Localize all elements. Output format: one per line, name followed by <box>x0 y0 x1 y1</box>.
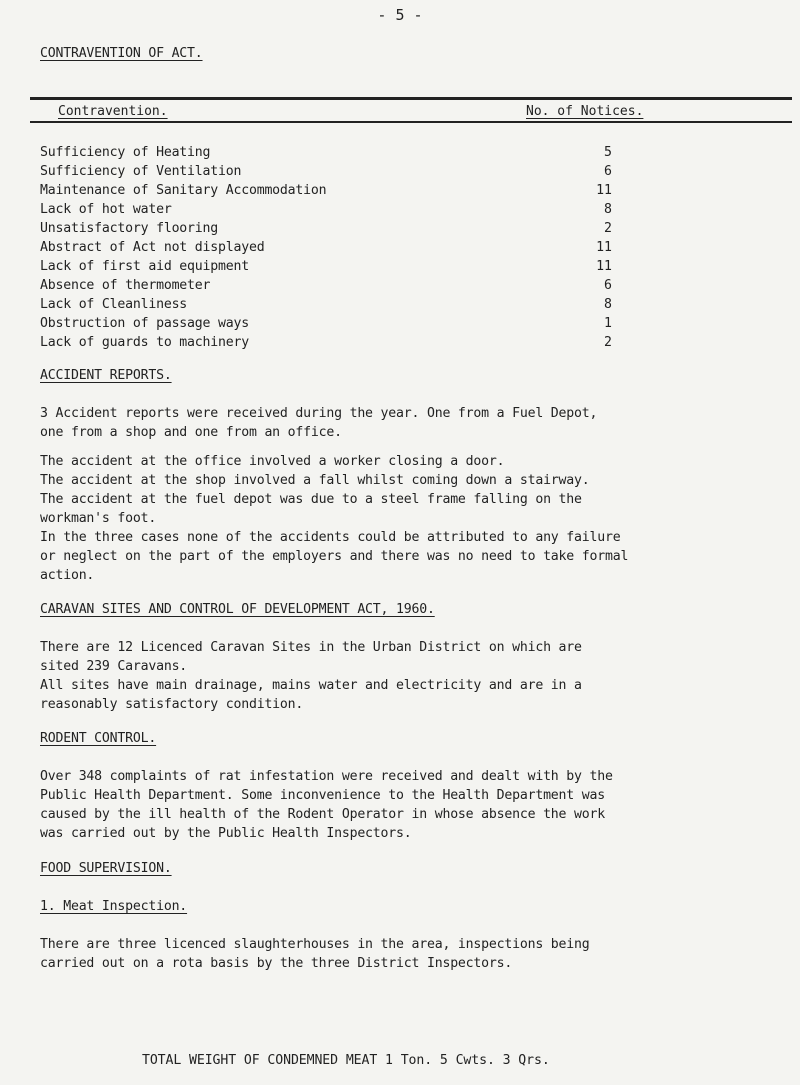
rodent-line: was carried out by the Public Health Inspectors. <box>40 826 412 841</box>
table-row-value: 1 <box>604 316 612 331</box>
table-top-rule <box>30 97 792 100</box>
table-row-value: 8 <box>604 297 612 312</box>
col-header-notices: No. of Notices. <box>526 104 644 119</box>
caravan-line: All sites have main drainage, mains water and electricity and are in a <box>40 678 582 693</box>
food-line: carried out on a rota basis by the three District Inspectors. <box>40 956 513 971</box>
accident-line: In the three cases none of the accidents could be attributed to any failure <box>40 530 621 545</box>
contravention-heading: CONTRAVENTION OF ACT. <box>40 46 203 61</box>
table-row-value: 6 <box>604 164 612 179</box>
rodent-line: caused by the ill health of the Rodent Operator in whose absence the work <box>40 807 605 822</box>
table-row-label: Lack of hot water <box>40 202 172 217</box>
caravan-line: There are 12 Licenced Caravan Sites in the Urban District on which are <box>40 640 582 655</box>
rodent-heading: RODENT CONTROL. <box>40 731 157 746</box>
accident-line: action. <box>40 568 95 583</box>
table-row-value: 6 <box>604 278 612 293</box>
table-row-label: Maintenance of Sanitary Accommodation <box>40 183 327 198</box>
table-row-label: Lack of first aid equipment <box>40 259 249 274</box>
table-row-label: Lack of guards to machinery <box>40 335 249 350</box>
table-row-value: 5 <box>604 145 612 160</box>
table-row-label: Lack of Cleanliness <box>40 297 188 312</box>
caravan-line: reasonably satisfactory condition. <box>40 697 304 712</box>
rodent-line: Public Health Department. Some inconvenience to the Health Department was <box>40 788 605 803</box>
table-row-value: 11 <box>596 240 612 255</box>
table-row-value: 2 <box>604 335 612 350</box>
table-header-rule <box>30 121 792 123</box>
rodent-line: Over 348 complaints of rat infestation were received and dealt with by the <box>40 769 613 784</box>
accident-heading: ACCIDENT REPORTS. <box>40 368 172 383</box>
food-line: There are three licenced slaughterhouses in the area, inspections being <box>40 937 590 952</box>
table-row-label: Sufficiency of Heating <box>40 145 211 160</box>
col-header-contravention: Contravention. <box>58 104 168 119</box>
table-row-value: 11 <box>596 183 612 198</box>
accident-line: one from a shop and one from an office. <box>40 425 342 440</box>
table-row-value: 8 <box>604 202 612 217</box>
food-heading: FOOD SUPERVISION. <box>40 861 172 876</box>
caravan-line: sited 239 Caravans. <box>40 659 188 674</box>
condemned-meat-total: TOTAL WEIGHT OF CONDEMNED MEAT 1 Ton. 5 Cwts. 3 Qrs. <box>142 1053 550 1068</box>
table-row-value: 11 <box>596 259 612 274</box>
table-row-label: Unsatisfactory flooring <box>40 221 219 236</box>
meat-inspection-subheading: 1. Meat Inspection. <box>40 899 188 914</box>
caravan-heading: CARAVAN SITES AND CONTROL OF DEVELOPMENT ACT, 1960. <box>40 602 435 617</box>
accident-line: or neglect on the part of the employers and there was no need to take formal <box>40 549 629 564</box>
table-row-label: Obstruction of passage ways <box>40 316 249 331</box>
accident-line: The accident at the fuel depot was due to a steel frame falling on the <box>40 492 582 507</box>
table-row-value: 2 <box>604 221 612 236</box>
table-row-label: Abstract of Act not displayed <box>40 240 265 255</box>
table-row-label: Absence of thermometer <box>40 278 211 293</box>
table-row-label: Sufficiency of Ventilation <box>40 164 242 179</box>
accident-line: The accident at the office involved a worker closing a door. <box>40 454 505 469</box>
accident-line: workman's foot. <box>40 511 157 526</box>
accident-line: The accident at the shop involved a fall whilst coming down a stairway. <box>40 473 590 488</box>
accident-line: 3 Accident reports were received during the year. One from a Fuel Depot, <box>40 406 598 421</box>
page-number: - 5 - <box>377 6 423 24</box>
